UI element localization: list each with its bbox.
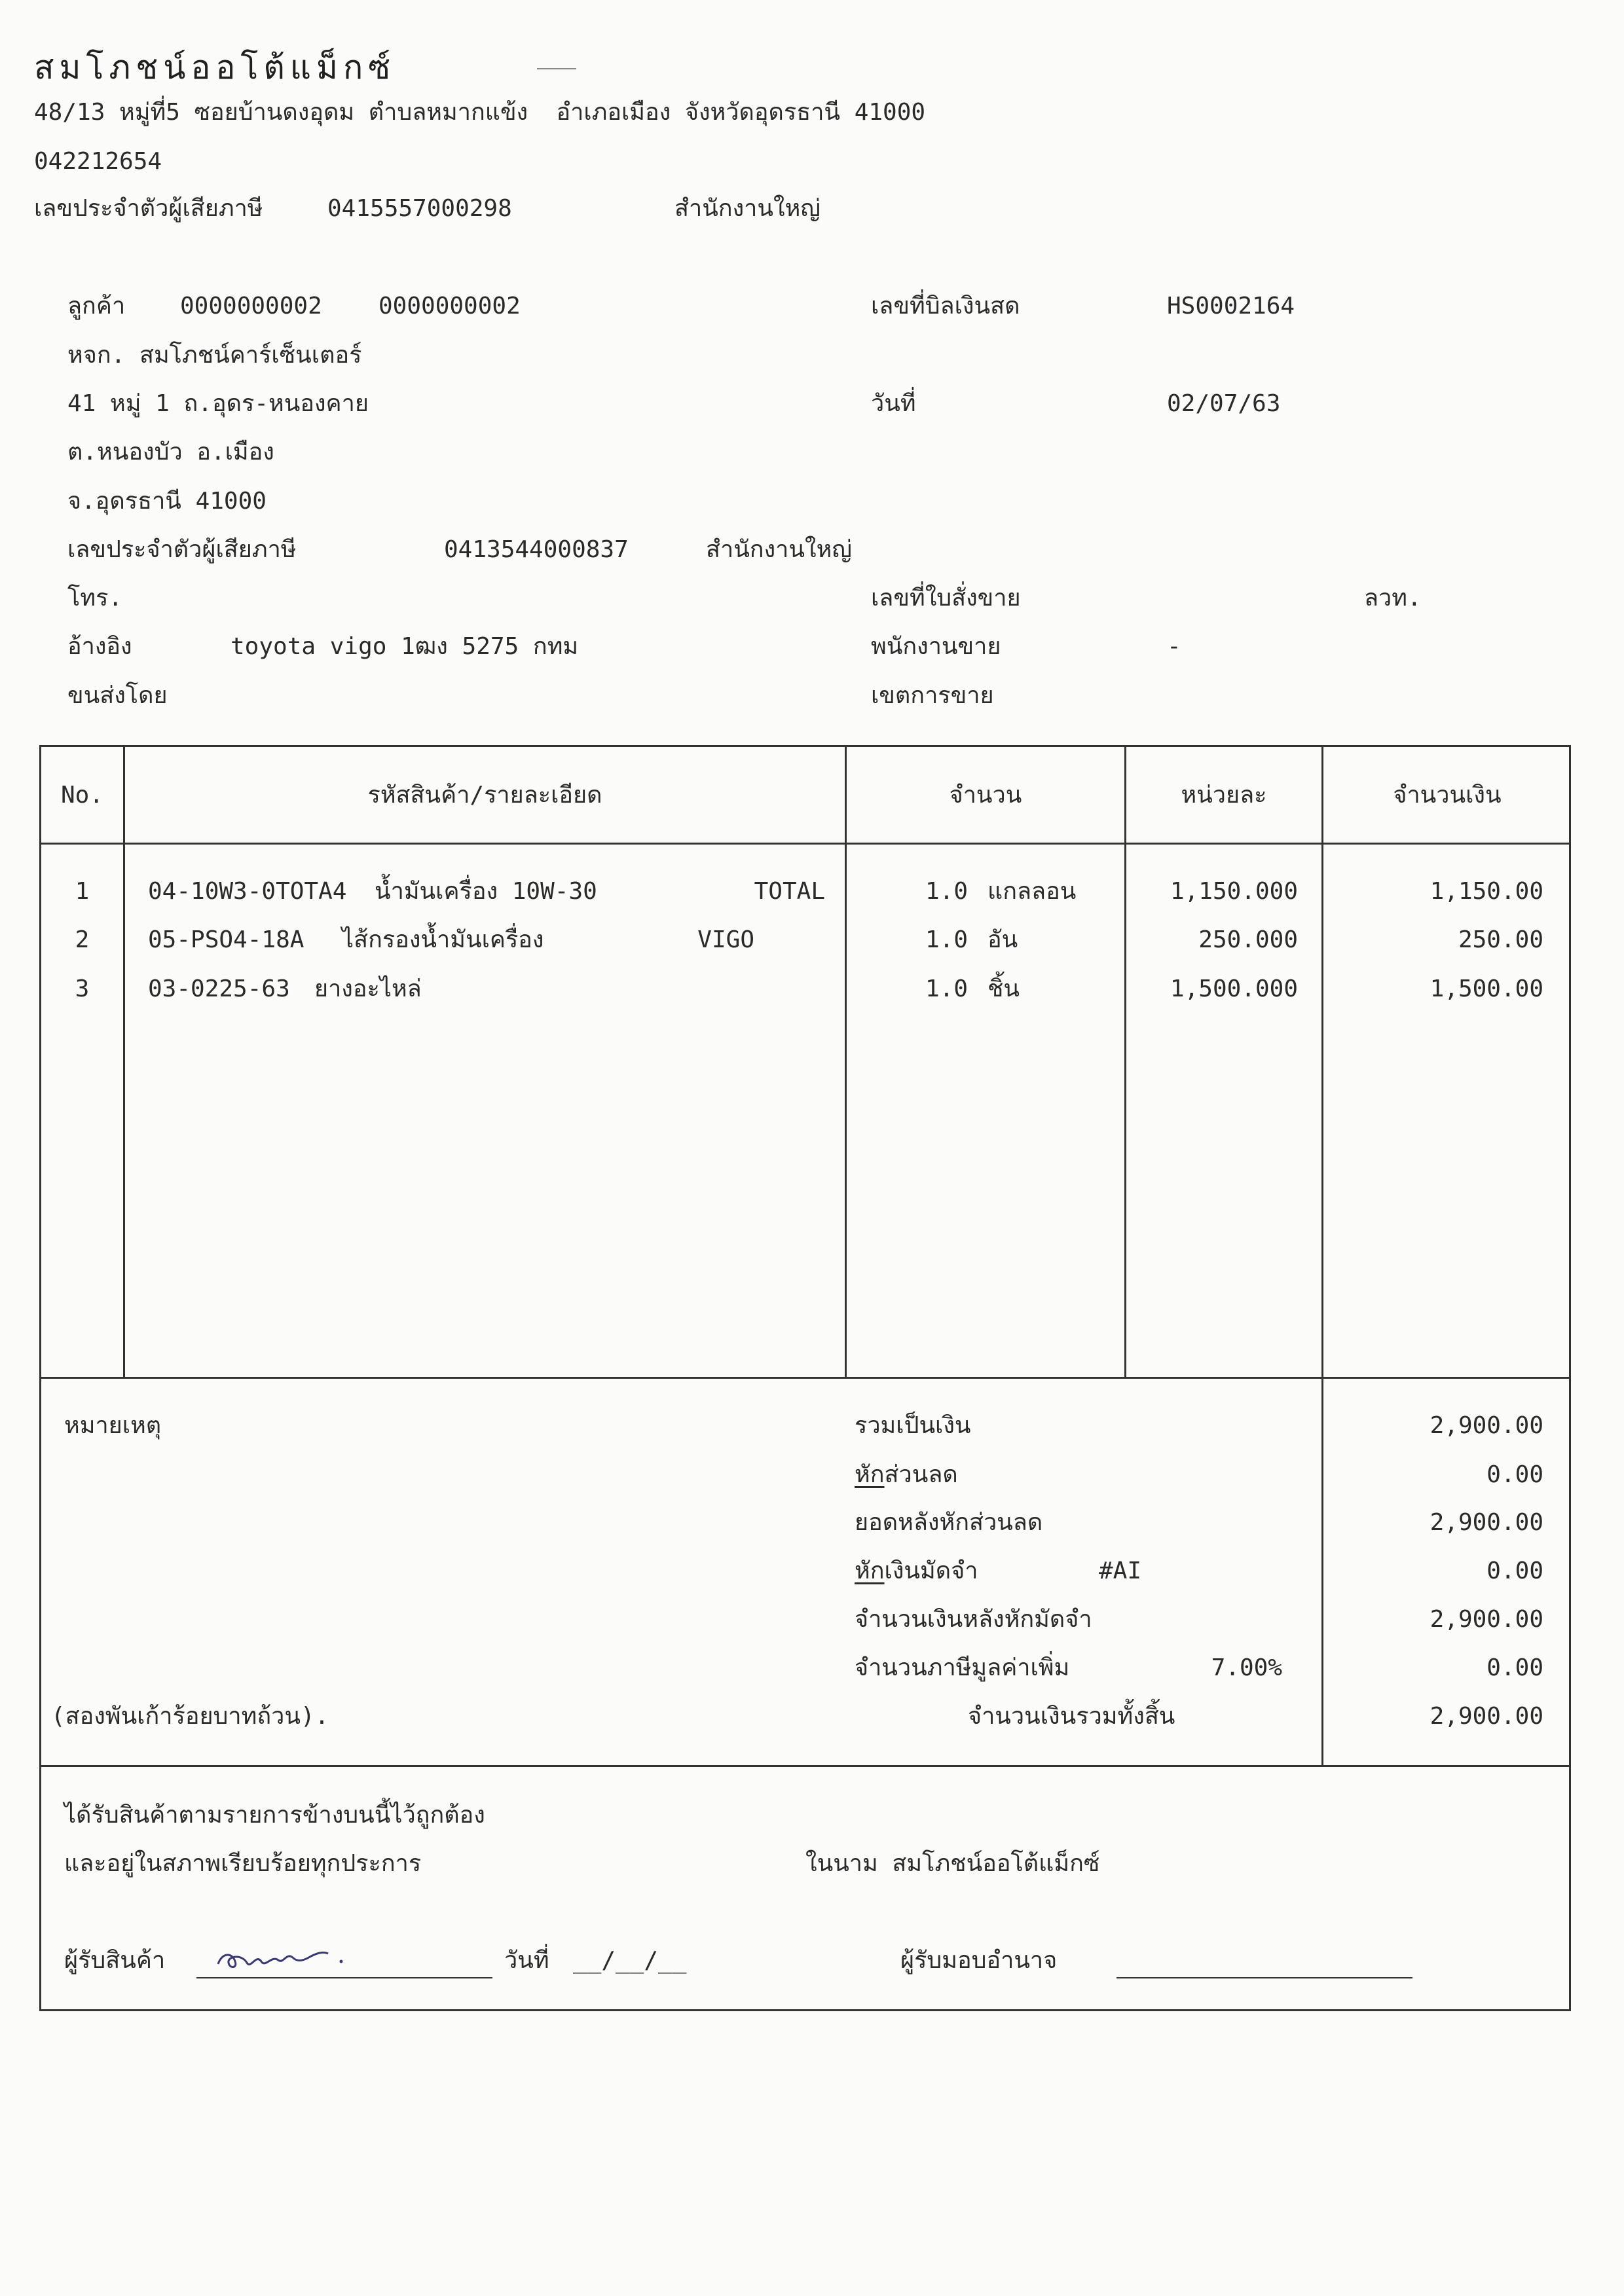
table-row-2-desc: ไส้กรองน้ำมันเครื่อง (342, 926, 544, 953)
discount-value: 0.00 (1486, 1461, 1543, 1488)
scan-mark (537, 68, 576, 69)
deposit-prefix: หัก (855, 1558, 885, 1584)
discount-label (855, 1463, 958, 1487)
order-no-label: เลขที่ใบสั่งขาย (871, 585, 1021, 611)
deposit-label (855, 1559, 978, 1583)
reference-value: toyota vigo 1ฒง 5275 กทม (231, 633, 579, 660)
table-row-1-brand: TOTAL (754, 878, 825, 905)
subtotal-value: 2,900.00 (1430, 1412, 1543, 1439)
order-no-extra: ลวท. (1364, 585, 1422, 611)
customer-code-2: 0000000002 (378, 293, 521, 319)
deposit-label-rest: เงินมัดจำ (884, 1558, 978, 1584)
vat-value: 0.00 (1486, 1654, 1543, 1681)
receiver-label: ผู้รับสินค้า (64, 1947, 166, 1974)
seller-address: 48/13 หมู่ที่5 ซอยบ้านดงอุดม ตำบลหมากแข้ง อำเภอเมือง จังหวัดอุดรธานี 41000 (34, 99, 926, 126)
table-row-1-no: 1 (75, 878, 90, 905)
after-discount-label: ยอดหลังหักส่วนลด (855, 1509, 1043, 1536)
receiver-signature-text (0, 0, 1, 1)
table-row-2-amount: 250.00 (1458, 926, 1543, 953)
bill-no: HS0002164 (1167, 293, 1295, 319)
vat-label: จำนวนภาษีมูลค่าเพิ่ม (855, 1654, 1070, 1681)
table-row-2-no: 2 (75, 926, 90, 953)
header-amount: จำนวนเงิน (1393, 782, 1502, 809)
received-line-1: ได้รับสินค้าตามรายการข้างบนนี้ไว้ถูกต้อง (64, 1802, 485, 1829)
after-deposit-label: จำนวนเงินหลังหักมัดจำ (855, 1606, 1092, 1633)
table-row-3-amount: 1,500.00 (1430, 975, 1543, 1002)
on-behalf-text: ในนาม สมโภชน์ออโต้แม็กซ์ (805, 1850, 1100, 1877)
table-row-1-price: 1,150.000 (1170, 878, 1298, 905)
seller-branch: สำนักงานใหญ่ (674, 195, 821, 222)
subtotal-label: รวมเป็นเงิน (855, 1412, 971, 1439)
grand-total-value: 2,900.00 (1430, 1703, 1543, 1730)
bill-no-label: เลขที่บิลเงินสด (871, 293, 1020, 319)
table-row-2-brand: VIGO (697, 926, 754, 953)
header-no: No. (60, 782, 104, 809)
grand-total-label: จำนวนเงินรวมทั้งสิ้น (968, 1703, 1175, 1730)
receiver-signature-line (196, 1977, 492, 1978)
after-deposit-value: 2,900.00 (1430, 1606, 1543, 1633)
footer-date-blank: __/__/__ (573, 1947, 687, 1974)
customer-tax-id: 0413544000837 (444, 536, 629, 563)
seller-phone: 042212654 (34, 148, 162, 175)
seller-tax-id-label: เลขประจำตัวผู้เสียภาษี (34, 195, 263, 222)
table-row-3-price: 1,500.000 (1170, 975, 1298, 1002)
salesperson-label: พนักงานขาย (871, 633, 1001, 660)
customer-name: หจก. สมโภชน์คาร์เซ็นเตอร์ (67, 342, 362, 369)
table-row-3-code: 03-0225-63 (148, 975, 290, 1002)
summary-divider (39, 1765, 1571, 1767)
seller-name: สมโภชน์ออโต้แม็กซ์ (34, 48, 396, 86)
header-unit-price: หน่วยละ (1181, 782, 1267, 809)
table-row-1-code: 04-10W3-0TOTA4 (148, 878, 347, 905)
header-qty: จำนวน (949, 782, 1022, 809)
table-row-2-qty: 1.0 (925, 926, 968, 953)
customer-address-1: 41 หมู่ 1 ถ.อุดร-หนองคาย (67, 390, 369, 417)
amount-in-words: (สองพันเก้าร้อยบาทถ้วน). (51, 1703, 329, 1730)
deposit-value: 0.00 (1486, 1558, 1543, 1584)
deposit-code: #AI (1099, 1558, 1142, 1584)
footer-date-label: วันที่ (504, 1947, 549, 1974)
col-divider-qty (1124, 745, 1126, 1377)
shipping-label: ขนส่งโดย (67, 682, 168, 709)
after-discount-value: 2,900.00 (1430, 1509, 1543, 1536)
header-desc: รหัสสินค้า/รายละเอียด (367, 782, 602, 809)
table-row-2-unit: อัน (987, 926, 1018, 953)
vat-rate: 7.00% (1211, 1654, 1282, 1681)
seller-tax-id: 0415557000298 (327, 195, 512, 222)
table-row-2-code: 05-PSO4-18A (148, 926, 304, 953)
table-row-1-unit: แกลลอน (987, 878, 1077, 905)
discount-prefix: หัก (855, 1461, 885, 1488)
salesperson-value: - (1167, 633, 1181, 660)
customer-code-1: 0000000002 (180, 293, 322, 319)
table-body-divider (39, 1377, 1571, 1379)
remark-label: หมายเหตุ (64, 1412, 162, 1439)
authorized-label: ผู้รับมอบอำนาจ (900, 1947, 1058, 1974)
received-line-2: และอยู่ในสภาพเรียบร้อยทุกประการ (64, 1850, 422, 1877)
customer-phone-label: โทร. (67, 585, 123, 611)
customer-address-3: จ.อุดรธานี 41000 (67, 488, 267, 515)
authorized-signature-line (1116, 1977, 1412, 1978)
date-label: วันที่ (871, 390, 916, 417)
col-divider-no (123, 745, 125, 1377)
table-row-3-unit: ชิ้น (987, 975, 1020, 1002)
date-value: 02/07/63 (1167, 390, 1281, 417)
table-row-1-qty: 1.0 (925, 878, 968, 905)
reference-label: อ้างอิง (67, 633, 132, 660)
sales-area-label: เขตการขาย (871, 682, 994, 709)
customer-label: ลูกค้า (67, 293, 126, 319)
receiver-signature (213, 1938, 357, 1977)
table-row-2-price: 250.000 (1198, 926, 1298, 953)
customer-tax-id-label: เลขประจำตัวผู้เสียภาษี (67, 536, 297, 563)
table-row-3-qty: 1.0 (925, 975, 968, 1002)
customer-address-2: ต.หนองบัว อ.เมือง (67, 439, 274, 465)
customer-branch: สำนักงานใหญ่ (706, 536, 852, 563)
table-row-3-desc: ยางอะไหล่ (314, 975, 422, 1002)
discount-label-rest: ส่วนลด (884, 1461, 958, 1488)
col-divider-desc (845, 745, 847, 1377)
table-row-1-desc: น้ำมันเครื่อง 10W-30 (375, 878, 597, 905)
table-header-divider (39, 843, 1571, 845)
table-row-1-amount: 1,150.00 (1430, 878, 1543, 905)
table-row-3-no: 3 (75, 975, 90, 1002)
